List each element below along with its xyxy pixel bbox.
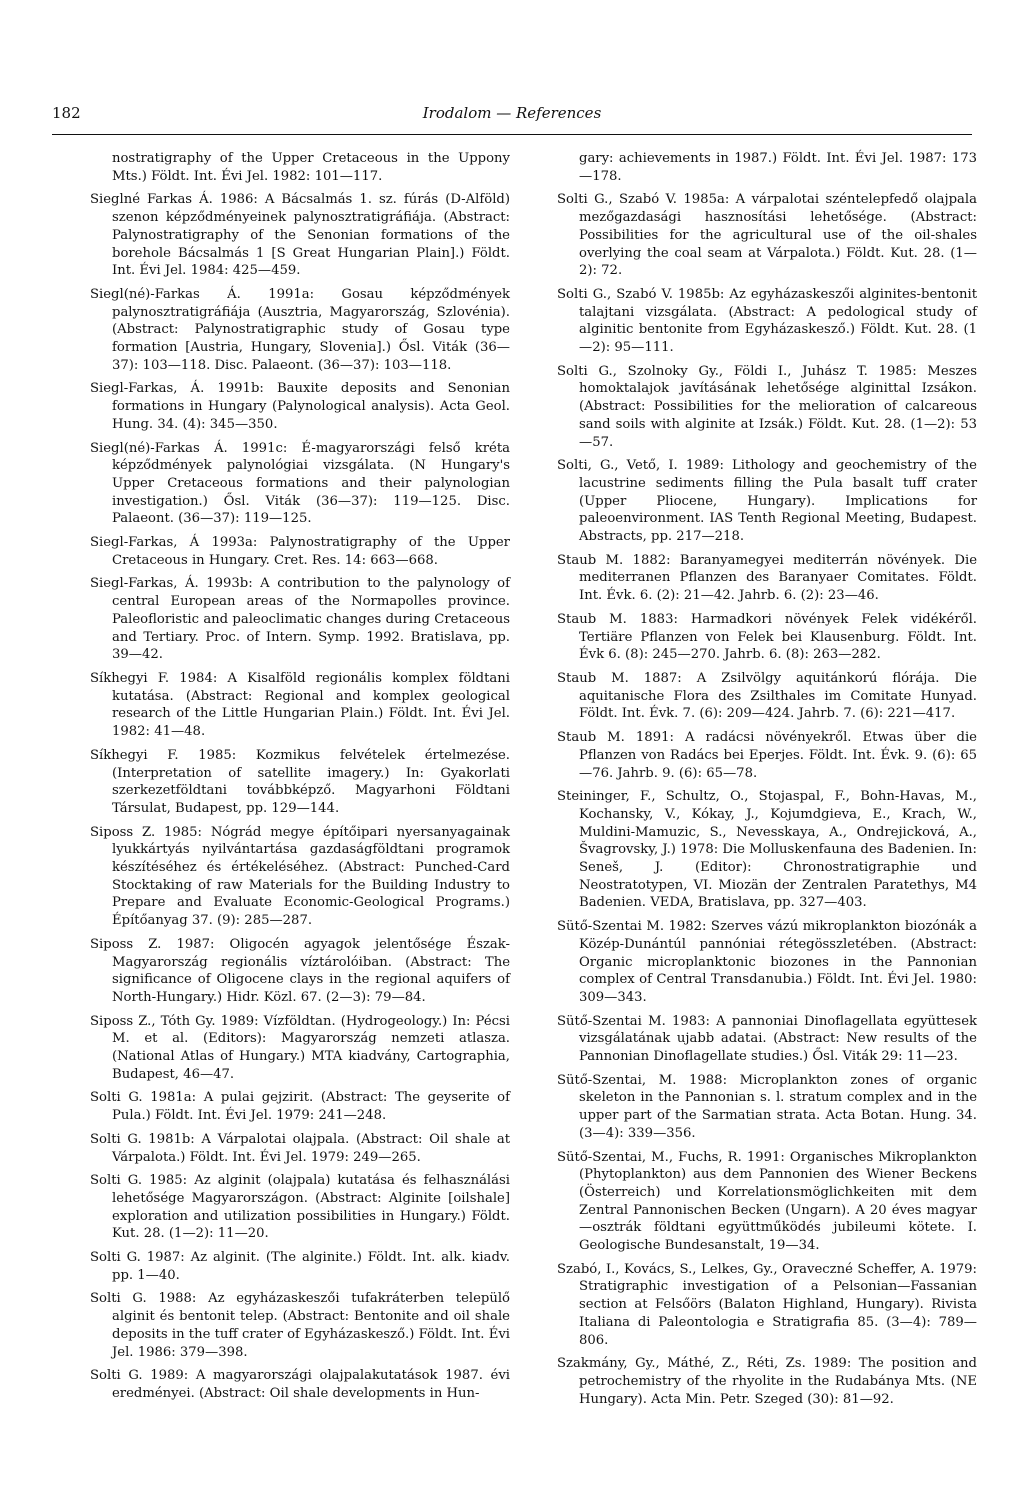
page-number: 182 (52, 104, 81, 122)
page-header (52, 98, 972, 134)
header-rule (52, 134, 972, 135)
reference-entry: Szabó, I., Kovács, S., Lelkes, Gy., Oraveczné Scheffer, A. 1979: Stratigraphic investigation of a Pelsonian—Fassanian section at Felsőörs (Balaton Highland, Hungary). Rivista Italiana di Paleontologia e Stratigrafia 85. (3—4): 789—806. (557, 1261, 977, 1348)
references-right-column (557, 150, 977, 1414)
reference-entry: Siegl(né)-Farkas Á. 1991c: É-magyarországi felső kréta képződmények palynológiai vizsgálata. (N Hungary's Upper Cretaceous formations and their palynologian investigation.) Ősl. Viták (36—37): 119—125. Disc. Palaeont. (36—37): 119—125. (90, 440, 510, 527)
reference-entry: Staub M. 1887: A Zsilvölgy aquitánkorú flórája. Die aquitanische Flora des Zsilthales im Comitate Hunyad. Földt. Int. Évk. 7. (6): 209—424. Jahrb. 7. (6): 221—417. (557, 670, 977, 722)
reference-entry: Sütő-Szentai M. 1983: A pannoniai Dinoflagellata együttesek vizsgálatának ujabb adatai. (Abstract: New results of the Pannonian Dinoflagellate studies.) Ősl. Viták 29: 11—23. (557, 1013, 977, 1065)
reference-entry: Siposs Z. 1985: Nógrád megye építőipari nyersanyagainak lyukkártyás nyilvántartása gazdaságföldtani programok készítéséhez és értékeléséhez. (Abstract: Punched-Card Stocktaking of raw Materials for the Building Industry to Prepare and Evaluate Economic-Geological Programs.) Építőanyag 37. (9): 285—287. (90, 824, 510, 929)
reference-entry: Staub M. 1883: Harmadkori növények Felek vidékéről. Tertiäre Pflanzen von Felek bei Klausenburg. Földt. Int. Évk 6. (8): 245—270. Jahrb. 6. (8): 263—282. (557, 611, 977, 663)
running-title: Irodalom — References (422, 104, 602, 122)
reference-entry: Staub M. 1891: A radácsi növényekről. Etwas über die Pflanzen von Radács bei Eperjes. Földt. Int. Évk. 9. (6): 65—76. Jahrb. 9. (6): 65—78. (557, 730, 977, 781)
reference-entry: Siposs Z. 1987: Oligocén agyagok jelentősége Észak-Magyarország regionális víztárolóiban. (Abstract: The significance of Oligocene clays in the regional aquifers of North-Hungary.) Hidr. Közl. 67. (2—3): 79—84. (90, 936, 510, 1005)
reference-entry: Sütő-Szentai M. 1982: Szerves vázú mikroplankton biozónák a Közép-Dunántúl pannóniai rétegösszletében. (Abstract: Organic microplanktonic biozones in the Pannonian complex of Central Transdanubia.) Földt. Int. Évi Jel. 1980: 309—343. (557, 919, 977, 1005)
reference-entry: Solti G. 1981a: A pulai gejzirit. (Abstract: The geyserite of Pula.) Földt. Int. Évi Jel. 1979: 241—248. (90, 1090, 510, 1124)
reference-entry: Siposs Z., Tóth Gy. 1989: Vízföldtan. (Hydrogeology.) In: Pécsi M. et al. (Editors): Magyarország nemzeti atlasza. (National Atlas of Hungary.) MTA kiadvány, Cartographia, Budapest, 46—47. (90, 1013, 510, 1082)
reference-entry-continued: nostratigraphy of the Upper Cretaceous in the Uppony Mts.) Földt. Int. Évi Jel. 1982: 101—117. (112, 151, 510, 184)
reference-entry: Solti G. 1987: Az alginit. (The alginite.) Földt. Int. alk. kiadv. pp. 1—40. (90, 1250, 510, 1283)
reference-entry: Sieglné Farkas Á. 1986: A Bácsalmás 1. sz. fúrás (D-Alföld) szenon képződményeinek palynosztratigráfiája. (Abstract: Palynostratigraphy of the Senonian formations of the borehole Bácsalmás 1 [S Great Hungarian Plain].) Földt. Int. Évi Jel. 1984: 425—459. (90, 192, 510, 279)
reference-entry: Síkhegyi F. 1985: Kozmikus felvételek értelmezése. (Interpretation of satellite imagery.) In: Gyakorlati szerkezetföldtani továbbképző. Magyarhoni Földtani Társulat, Budapest, pp. 129—144. (90, 747, 510, 816)
reference-entry: Solti G. 1988: Az egyházaskeszői tufakráterben települő alginit és bentonit telep. (Abstract: Bentonite and oil shale deposits in the tuff crater of Egyházaskesző.) Földt. Int. Évi Jel. 1986: 379—398. (90, 1291, 510, 1360)
reference-entry: Síkhegyi F. 1984: A Kisalföld regionális komplex földtani kutatása. (Abstract: Regional and komplex geological research of the Little Hungarian Plain.) Földt. Int. Évi Jel. 1982: 41—48. (90, 670, 510, 740)
reference-entry: Solti G., Szabó V. 1985a: A várpalotai széntelepfedő olajpala mezőgazdasági hasznosítási lehetősége. (Abstract: Possibilities for the agricultural use of the oil-shales overlying the coal seam at Várpalota.) Földt. Kut. 28. (1—2): 72. (557, 192, 977, 279)
references-left-column (90, 150, 510, 1409)
reference-entry: Staub M. 1882: Baranyamegyei mediterrán növények. Die mediterranen Pflanzen des Baranyaer Comitates. Földt. Int. Évk. 6. (2): 21—42. Jahrb. 6. (2): 23—46. (557, 552, 977, 604)
reference-entry: Siegl-Farkas, Á. 1993b: A contribution to the palynology of central European areas of the Normapolles province. Paleofloristic and paleoclimatic changes during Cretaceous and Tertiary. Proc. of Intern. Symp. 1992. Bratislava, pp. 39—42. (90, 576, 510, 663)
reference-entry: Siegl-Farkas, Á 1993a: Palynostratigraphy of the Upper Cretaceous in Hungary. Cret. Res. 14: 663—668. (90, 535, 510, 568)
reference-entry: Szakmány, Gy., Máthé, Z., Réti, Zs. 1989: The position and petrochemistry of the rhyolite in the Rudabánya Mts. (NE Hungary). Acta Min. Petr. Szeged (30): 81—92. (557, 1356, 977, 1407)
reference-entry: Solti G. 1985: Az alginit (olajpala) kutatása és felhasználási lehetősége Magyarországon. (Abstract: Alginite [oilshale] exploration and utilization possibilities in Hungary.) Földt. Kut. 28. (1—2): 11—20. (90, 1173, 510, 1242)
reference-entry: Solti G. 1981b: A Várpalotai olajpala. (Abstract: Oil shale at Várpalota.) Földt. Int. Évi Jel. 1979: 249—265. (90, 1131, 510, 1165)
reference-entry: Solti G., Szabó V. 1985b: Az egyházaskeszői alginites-bentonit talajtani vizsgálata. (Abstract: A pedological study of alginitic bentonite from Egyházaskesző.) Földt. Kut. 28. (1—2): 95—111. (557, 286, 977, 356)
reference-entry: Steininger, F., Schultz, O., Stojaspal, F., Bohn-Havas, M., Kochansky, V., Kókay, J., Kojumdgieva, E., Krach, W., Muldini-Mamuzic, S., Nevesskaya, A., Ondrejicková, A., Švagrovsky, J.) 1978: Die Molluskenfauna des Badenien. In: Seneš, J. (Editor): Chronostratigraphie und Neostratotypen, VI. Miozän der Zentralen Paratethys, M4 Badenien. VEDA, Bratislava, pp. 327—403. (557, 789, 977, 911)
reference-entry-continued: gary: achievements in 1987.) Földt. Int. Évi Jel. 1987: 173—178. (579, 151, 977, 184)
reference-entry: Solti, G., Vető, I. 1989: Lithology and geochemistry of the lacustrine sediments filling the Pula basalt tuff crater (Upper Pliocene, Hungary). Implications for paleoenvironment. IAS Tenth Regional Meeting, Budapest. Abstracts, pp. 217—218. (557, 458, 977, 545)
reference-entry: Siegl(né)-Farkas Á. 1991a: Gosau képződmények palynosztratigráfiája (Ausztria, Magyarország, Szlovénia). (Abstract: Palynostratigraphic study of Gosau type formation [Austria, Hungary, Slovenia].) Ősl. Viták (36—37): 103—118. Disc. Palaeont. (36—37): 103—118. (90, 286, 510, 373)
reference-entry: Siegl-Farkas, Á. 1991b: Bauxite deposits and Senonian formations in Hungary (Palynological analysis). Acta Geol. Hung. 34. (4): 345—350. (90, 381, 510, 432)
reference-entry: Sütő-Szentai, M. 1988: Microplankton zones of organic skeleton in the Pannonian s. l. stratum complex and in the upper part of the Sarmatian strata. Acta Botan. Hung. 34. (3—4): 339—356. (557, 1072, 977, 1141)
reference-entry: Solti G. 1989: A magyarországi olajpalakutatások 1987. évi eredményei. (Abstract: Oil shale developments in Hun- (90, 1368, 510, 1401)
reference-entry: Sütő-Szentai, M., Fuchs, R. 1991: Organisches Mikroplankton (Phytoplankton) aus dem Pannonien des Wiener Beckens (Österreich) und Korrelationsmöglichkeiten mit dem Zentral Pannonischen Becken (Ungarn). A 20 éves magyar—osztrák földtani együttműködés jubileumi kötete. I. Geologische Bundesanstalt, 19—34. (557, 1149, 977, 1254)
reference-entry: Solti G., Szolnoky Gy., Földi I., Juhász T. 1985: Meszes homoktalajok javításának lehetősége alginittal Izsákon. (Abstract: Possibilities for the melioration of calcareous sand soils with alginite at Izsák.) Földt. Kut. 28. (1—2): 53—57. (557, 363, 977, 450)
